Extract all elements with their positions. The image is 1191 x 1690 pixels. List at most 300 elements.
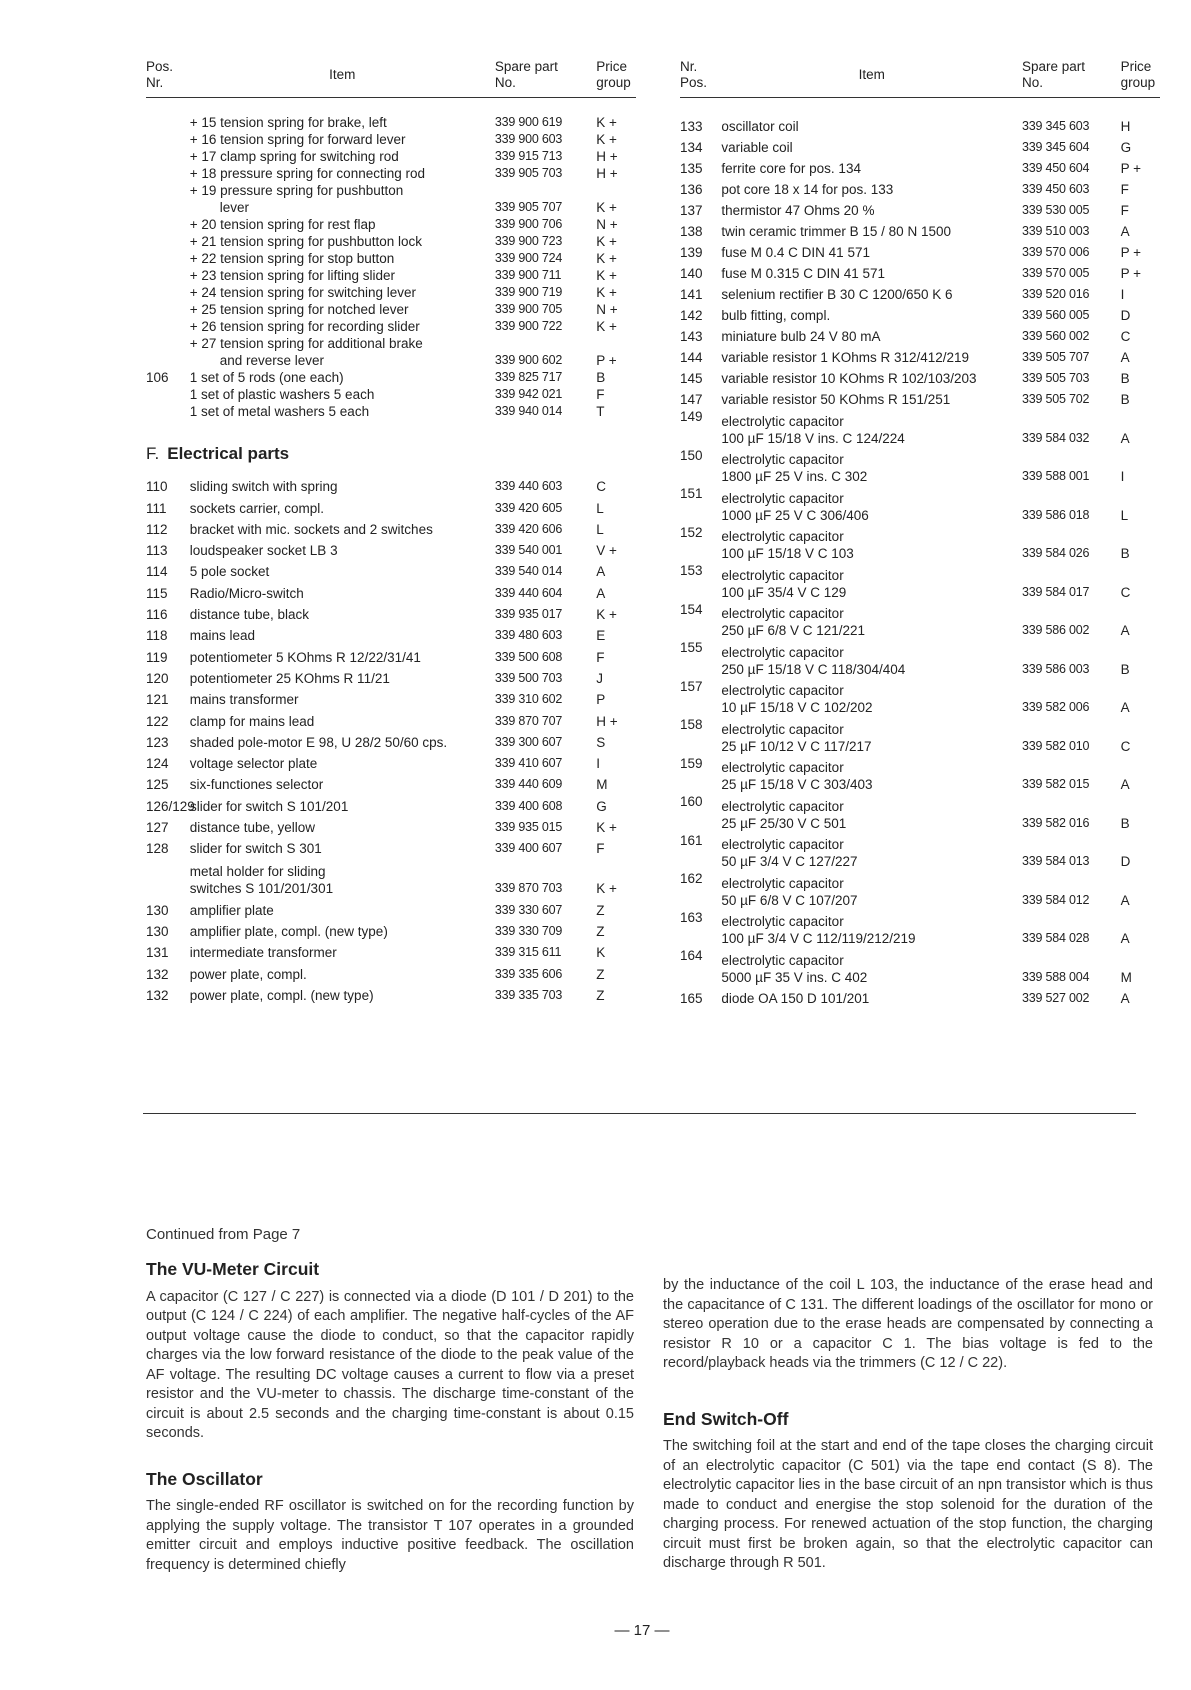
item-description: 5 pole socket <box>189 564 270 580</box>
table-row <box>146 559 636 580</box>
price-group: M <box>1120 969 1132 985</box>
item-description: variable resistor 10 KOhms R 102/103/203 <box>721 371 977 386</box>
table-row <box>146 940 636 961</box>
pos-number: 120 <box>146 670 169 686</box>
item-description: + 26 tension spring for recording slider <box>189 319 420 334</box>
spare-part-number: 339 560 002 <box>1022 329 1090 343</box>
pos-number: 122 <box>146 713 169 729</box>
continued-note: Continued from Page 7 <box>146 1226 301 1243</box>
item-description: + 15 tension spring for brake, left <box>189 115 387 130</box>
spare-part-number: 339 584 012 <box>1022 892 1090 907</box>
item-description: six-functiones selector <box>189 777 324 793</box>
table-row <box>146 199 636 216</box>
table-row <box>680 114 1160 135</box>
section-name: Electrical parts <box>167 444 290 463</box>
pos-number: 160 <box>680 794 703 809</box>
spare-part-number: 339 450 604 <box>1022 161 1090 175</box>
price-group: P + <box>1120 266 1141 281</box>
table-row <box>146 148 636 165</box>
table-row <box>146 602 636 623</box>
price-group: P + <box>596 353 617 368</box>
price-group: A <box>1120 990 1130 1006</box>
item-description: 1 set of plastic washers 5 each <box>189 387 375 402</box>
oscillator-text: The single-ended RF oscillator is switched on for the recording function by applying the supply voltage. The transistor T 107 operates in a grounded emitter circuit and employs inductive positive feedback. The oscillation frequency is determined chiefly <box>146 1498 634 1573</box>
item-description: potentiometer 5 KOhms R 12/22/31/41 <box>189 649 421 665</box>
item-description: slider for switch S 101/201 <box>190 798 349 814</box>
table-row <box>146 815 636 836</box>
item-description: metal holder for sliding switches S 101/201/301 <box>189 864 334 897</box>
pos-number: 153 <box>680 563 703 578</box>
price-group: J <box>596 670 603 686</box>
table-row <box>146 623 636 644</box>
end-switch-off-text: The switching foil at the start and end of the tape closes the charging circuit of an electrolytic capacitor (C 501) via the tape end contact (S 8). The electrolytic capacitor lies in the base circuit of an npn transistor which is thus made to conduct and energise the stop solenoid for the duration of the charging process. For renewed actuation of the stop function, the charging circuit must first be broken again, so that the electrolytic capacitor can discharge through R 501. <box>663 1438 1153 1571</box>
spare-part-number: 339 450 603 <box>1022 182 1090 196</box>
item-description: variable resistor 1 KOhms R 312/412/219 <box>721 350 970 365</box>
item-description: selenium rectifier B 30 C 1200/650 K 6 <box>721 287 953 302</box>
item-description: bulb fitting, compl. <box>721 308 831 323</box>
header-spare-part: Spare part No. <box>1022 59 1086 90</box>
section-electrical-parts <box>146 444 636 464</box>
table-row <box>146 369 636 386</box>
price-group: L <box>596 521 604 537</box>
spare-part-number: 339 410 607 <box>494 756 563 771</box>
spare-part-number: 339 905 707 <box>494 200 563 214</box>
table-row <box>146 687 636 708</box>
end-switch-off-heading: End Switch-Off <box>663 1408 789 1429</box>
spare-part-number: 339 900 705 <box>494 302 563 316</box>
pos-number: 116 <box>146 607 168 623</box>
price-group: B <box>1120 546 1130 561</box>
pos-number: 131 <box>146 945 169 961</box>
table-row <box>146 250 636 267</box>
left-table-header <box>146 58 636 98</box>
price-group: S <box>596 734 606 750</box>
pos-number: 118 <box>146 628 168 644</box>
section-letter: F. <box>146 444 160 463</box>
spare-part-number: 339 582 015 <box>1022 777 1090 791</box>
table-row <box>680 324 1160 345</box>
table-row <box>680 870 1160 909</box>
price-group: Z <box>596 966 605 982</box>
spare-part-number: 339 586 003 <box>1022 661 1090 676</box>
spare-part-number: 339 900 722 <box>494 319 563 333</box>
table-row <box>146 644 636 665</box>
price-group: A <box>1120 777 1130 792</box>
left-parts-table <box>146 58 636 1004</box>
item-description: fuse M 0.4 C DIN 41 571 <box>721 245 870 260</box>
spare-part-number: 339 584 032 <box>1022 430 1090 445</box>
item-description: electrolytic capacitor 25 µF 25/30 V C 501 <box>721 798 847 831</box>
table-row <box>146 897 636 918</box>
table-row <box>680 447 1160 486</box>
price-group: A <box>596 564 606 580</box>
item-description: oscillator coil <box>721 119 799 134</box>
item-description: twin ceramic trimmer B 15 / 80 N 1500 <box>721 224 951 239</box>
header-pos-nr: Pos. Nr. <box>146 59 174 90</box>
spare-part-number: 339 900 711 <box>494 268 562 282</box>
table-row <box>146 751 636 772</box>
price-group: V + <box>596 543 617 559</box>
table-row <box>680 601 1160 640</box>
item-description: fuse M 0.315 C DIN 41 571 <box>721 266 885 281</box>
oscillator-continued-text: by the inductance of the coil L 103, the inductance of the erase head and the capacitance of C 131. The different loadings of the oscillator for mono or stereo operation due to the erase heads are compensated by connecting a resistor R 10 or a capacitor C 1. The bias voltage is fed to the record/playback heads via the trimmers (C 12 / C 22). <box>663 1277 1153 1371</box>
price-group: Z <box>596 923 605 939</box>
table-row <box>146 182 636 199</box>
pos-number: 154 <box>680 601 703 617</box>
spare-part-number: 339 315 611 <box>494 945 562 960</box>
price-group: D <box>1120 854 1131 869</box>
spare-part-number: 339 400 608 <box>494 798 563 813</box>
price-group: K + <box>596 607 617 623</box>
pos-number: 147 <box>680 392 703 407</box>
spare-part-number: 339 530 005 <box>1022 203 1090 217</box>
spare-part-number: 339 527 002 <box>1022 990 1090 1005</box>
pos-number: 110 <box>146 479 168 495</box>
table-row <box>146 666 636 687</box>
pos-number: 128 <box>146 841 169 857</box>
spare-part-number: 339 300 607 <box>494 734 563 749</box>
spare-part-number: 339 505 702 <box>1022 392 1090 406</box>
pos-number: 139 <box>680 245 703 260</box>
spare-part-number: 339 540 001 <box>494 543 563 558</box>
spare-part-number: 339 505 703 <box>1022 371 1090 385</box>
spare-part-number: 339 584 026 <box>1022 546 1090 560</box>
item-description: and reverse lever <box>189 353 325 368</box>
price-group: N + <box>596 302 618 317</box>
pos-number: 150 <box>680 447 703 463</box>
item-description: electrolytic capacitor 100 µF 15/18 V C 103 <box>721 529 854 561</box>
table-row <box>146 233 636 250</box>
price-group: M <box>596 777 608 793</box>
price-group: K + <box>596 200 617 215</box>
pos-number: 130 <box>146 923 169 939</box>
pos-number: 125 <box>146 777 169 793</box>
spare-part-number: 339 900 619 <box>494 115 563 129</box>
price-group: B <box>1120 661 1130 677</box>
vu-meter-heading: The VU-Meter Circuit <box>146 1259 320 1279</box>
spare-part-number: 339 335 606 <box>494 966 563 981</box>
pos-number: 165 <box>680 990 703 1006</box>
item-description: electrolytic capacitor 25 µF 10/12 V C 117/217 <box>721 721 872 754</box>
item-description: electrolytic capacitor 10 µF 15/18 V C 102/202 <box>721 683 873 715</box>
item-description: potentiometer 25 KOhms R 11/21 <box>189 670 390 686</box>
article-left-column <box>146 1260 634 1601</box>
table-row <box>146 335 636 352</box>
price-group: I <box>1120 287 1125 302</box>
table-row <box>680 177 1160 198</box>
table-row <box>680 387 1160 408</box>
spare-part-number: 339 345 604 <box>1022 140 1090 154</box>
pos-number: 138 <box>680 224 703 239</box>
pos-number: 132 <box>146 987 169 1003</box>
spare-part-number: 339 500 703 <box>494 670 563 685</box>
spare-part-number: 339 935 017 <box>494 607 563 622</box>
price-group: A <box>1120 700 1130 715</box>
price-group: K + <box>596 285 617 300</box>
pos-number: 121 <box>146 692 169 708</box>
item-description: amplifier plate, compl. (new type) <box>189 923 388 939</box>
table-row <box>680 986 1160 1007</box>
price-group: B <box>1120 815 1130 831</box>
price-group: A <box>1120 623 1130 638</box>
item-description: power plate, compl. <box>189 966 307 982</box>
item-description: electrolytic capacitor 50 µF 6/8 V C 107/207 <box>721 875 858 908</box>
table-row <box>680 156 1160 177</box>
item-description: variable resistor 50 KOhms R 151/251 <box>721 392 951 407</box>
item-description: mains lead <box>189 628 256 644</box>
item-description: mains transformer <box>189 692 299 708</box>
pos-number: 132 <box>146 966 169 982</box>
header-nr-pos: Nr. Pos. <box>680 59 708 90</box>
item-description: pot core 18 x 14 for pos. 133 <box>721 182 894 197</box>
spare-part-number: 339 584 028 <box>1022 931 1090 945</box>
price-group: K + <box>596 234 617 249</box>
item-description: amplifier plate <box>189 902 274 918</box>
price-group: K <box>596 945 606 961</box>
item-description: electrolytic capacitor 5000 µF 35 V ins. C 402 <box>721 952 868 985</box>
right-parts-table <box>680 58 1160 1007</box>
pos-number: 141 <box>680 287 703 302</box>
spare-part-number: 339 582 016 <box>1022 815 1090 830</box>
item-description: thermistor 47 Ohms 20 % <box>721 203 875 218</box>
price-group: K + <box>596 132 617 147</box>
pos-number: 152 <box>680 524 703 540</box>
item-description: + 27 tension spring for additional brake <box>189 336 423 351</box>
item-description: power plate, compl. (new type) <box>189 987 374 1003</box>
pos-number: 140 <box>680 266 703 281</box>
spare-part-number: 339 440 609 <box>494 777 563 792</box>
horizontal-divider <box>143 1113 1136 1114</box>
item-description: + 17 clamp spring for switching rod <box>189 149 399 164</box>
spare-part-number: 339 900 719 <box>494 285 563 299</box>
price-group: H + <box>596 713 618 729</box>
pos-number: 114 <box>146 564 168 580</box>
price-group: F <box>1120 203 1129 218</box>
pos-number: 158 <box>680 717 703 732</box>
price-group: A <box>1120 350 1130 365</box>
spare-part-number: 339 510 003 <box>1022 224 1090 238</box>
item-description: intermediate transformer <box>189 945 337 961</box>
price-group: K + <box>596 820 617 836</box>
table-row <box>680 282 1160 303</box>
price-group: P + <box>1120 245 1141 260</box>
table-row <box>680 909 1160 948</box>
table-row <box>680 947 1160 986</box>
item-description: + 23 tension spring for lifting slider <box>189 268 395 283</box>
spare-part-number: 339 825 717 <box>494 370 563 384</box>
spare-part-number: 339 440 604 <box>494 585 563 600</box>
price-group: G <box>1120 140 1132 155</box>
pos-number: 162 <box>680 871 703 886</box>
price-group: A <box>1120 892 1130 908</box>
price-group: P + <box>1120 161 1141 176</box>
price-group: C <box>1120 738 1131 754</box>
table-row <box>680 135 1160 156</box>
price-group: Z <box>596 902 605 918</box>
header-item: Item <box>329 67 356 82</box>
pos-number: 161 <box>680 832 703 848</box>
item-description: + 16 tension spring for forward lever <box>189 132 406 147</box>
table-row <box>146 538 636 559</box>
spare-part-number: 339 560 005 <box>1022 308 1090 322</box>
table-row <box>146 730 636 751</box>
price-group: A <box>1120 430 1130 446</box>
item-description: + 20 tension spring for rest flap <box>189 217 376 232</box>
item-description: distance tube, yellow <box>189 820 316 836</box>
spare-part-number: 339 870 703 <box>494 881 563 896</box>
spare-part-number: 339 586 002 <box>1022 623 1090 637</box>
spare-part-number: 339 900 724 <box>494 251 563 265</box>
price-group: I <box>596 756 600 772</box>
table-row <box>680 219 1160 240</box>
spare-part-number: 339 588 001 <box>1022 469 1090 483</box>
table-row <box>680 678 1160 717</box>
spare-part-number: 339 582 010 <box>1022 738 1090 753</box>
table-row <box>146 793 636 814</box>
spare-part-number: 339 570 006 <box>1022 245 1090 259</box>
price-group: N + <box>596 217 618 232</box>
item-description: 1 set of 5 rods (one each) <box>189 370 344 385</box>
table-row <box>146 961 636 982</box>
spare-part-number: 339 584 017 <box>1022 584 1090 599</box>
table-row <box>680 366 1160 387</box>
table-row <box>680 639 1160 678</box>
pos-number: 112 <box>146 521 168 537</box>
item-description: diode OA 150 D 101/201 <box>721 990 870 1006</box>
table-row <box>146 267 636 284</box>
pos-number: 149 <box>680 409 703 424</box>
table-row <box>680 198 1160 219</box>
pos-number: 142 <box>680 308 703 323</box>
table-row <box>146 216 636 233</box>
price-group: T <box>596 404 605 419</box>
price-group: D <box>1120 308 1131 323</box>
item-description: + 22 tension spring for stop button <box>189 251 395 266</box>
table-row <box>146 403 636 420</box>
header-spare-part: Spare part No. <box>494 59 558 90</box>
pos-number: 106 <box>146 370 169 385</box>
right-table-header <box>680 58 1160 98</box>
item-description: ferrite core for pos. 134 <box>721 161 861 176</box>
table-row <box>146 919 636 940</box>
spare-part-number: 339 440 603 <box>494 479 563 494</box>
item-description: lever <box>189 200 250 215</box>
price-group: F <box>1120 182 1129 197</box>
item-description: electrolytic capacitor 100 µF 35/4 V C 129 <box>721 567 847 600</box>
price-group: K + <box>596 319 617 334</box>
pos-number: 111 <box>146 500 167 516</box>
spare-part-number: 339 942 021 <box>494 387 563 401</box>
pos-number: 164 <box>680 948 703 963</box>
item-description: sliding switch with spring <box>189 479 338 495</box>
item-description: voltage selector plate <box>189 756 318 772</box>
item-description: electrolytic capacitor 100 µF 3/4 V C 112/119/212/219 <box>721 914 916 946</box>
item-description: slider for switch S 301 <box>189 841 322 857</box>
item-description: 1 set of metal washers 5 each <box>189 404 370 419</box>
table-row <box>146 165 636 182</box>
spare-part-number: 339 584 013 <box>1022 854 1090 868</box>
item-description: distance tube, black <box>189 607 310 623</box>
table-row <box>680 562 1160 601</box>
pos-number: 136 <box>680 182 703 197</box>
pos-number: 143 <box>680 329 703 344</box>
pos-number: 133 <box>680 119 703 134</box>
table-row <box>680 345 1160 366</box>
price-group: E <box>596 628 606 644</box>
pos-number: 159 <box>680 755 703 771</box>
item-description: + 24 tension spring for switching lever <box>189 285 416 300</box>
price-group: F <box>596 841 605 857</box>
table-row <box>680 261 1160 282</box>
table-row <box>680 524 1160 563</box>
price-group: C <box>1120 329 1131 344</box>
spare-part-number: 339 900 706 <box>494 217 563 231</box>
item-description: Radio/Micro-switch <box>189 585 304 601</box>
item-description: electrolytic capacitor 100 µF 15/18 V ins. C 124/224 <box>721 413 905 446</box>
table-row <box>146 495 636 516</box>
item-description: variable coil <box>721 140 793 155</box>
pos-number: 115 <box>146 585 168 601</box>
table-row <box>146 114 636 131</box>
pos-number: 119 <box>146 649 168 665</box>
table-row <box>680 755 1160 794</box>
item-description: loudspeaker socket LB 3 <box>189 543 338 559</box>
pos-number: 130 <box>146 902 169 918</box>
pos-number: 144 <box>680 350 703 365</box>
pos-number: 123 <box>146 734 169 750</box>
left-springs-list <box>146 114 636 420</box>
table-row <box>146 131 636 148</box>
price-group: Z <box>596 987 605 1003</box>
price-group: H + <box>596 149 618 164</box>
table-row <box>680 832 1160 871</box>
price-group: K + <box>596 251 617 266</box>
spare-part-number: 339 900 723 <box>494 234 563 248</box>
left-electrical-list <box>146 474 636 1004</box>
pos-number: 151 <box>680 486 703 501</box>
table-row <box>680 240 1160 261</box>
spare-part-number: 339 582 006 <box>1022 700 1090 714</box>
right-rows-list <box>680 114 1160 1007</box>
page-number: — 17 — <box>614 1622 670 1639</box>
price-group: F <box>596 649 605 665</box>
table-row <box>146 772 636 793</box>
pos-number: 127 <box>146 820 169 836</box>
spare-part-number: 339 586 018 <box>1022 507 1090 522</box>
table-row <box>146 517 636 538</box>
pos-number: 155 <box>680 640 703 655</box>
item-description: electrolytic capacitor 250 µF 6/8 V C 121/221 <box>721 606 866 638</box>
pos-number: 126/129 <box>146 798 195 814</box>
spare-part-number: 339 505 707 <box>1022 350 1090 364</box>
pos-number: 124 <box>146 756 169 772</box>
price-group: L <box>596 500 604 516</box>
table-row <box>146 580 636 601</box>
pos-number: 135 <box>680 161 703 176</box>
spare-part-number: 339 520 016 <box>1022 287 1090 301</box>
price-group: B <box>596 370 606 385</box>
spare-part-number: 339 400 607 <box>494 841 563 856</box>
header-item: Item <box>858 67 885 82</box>
item-description: bracket with mic. sockets and 2 switches <box>189 521 433 537</box>
item-description: electrolytic capacitor 25 µF 15/18 V C 303/403 <box>721 760 873 792</box>
spare-part-number: 339 480 603 <box>494 628 563 643</box>
table-row <box>680 408 1160 447</box>
price-group: H <box>1120 119 1131 134</box>
spare-part-number: 339 915 713 <box>494 149 563 163</box>
item-description: shaded pole-motor E 98, U 28/2 50/60 cps. <box>189 734 448 750</box>
spare-part-number: 339 330 607 <box>494 902 563 917</box>
